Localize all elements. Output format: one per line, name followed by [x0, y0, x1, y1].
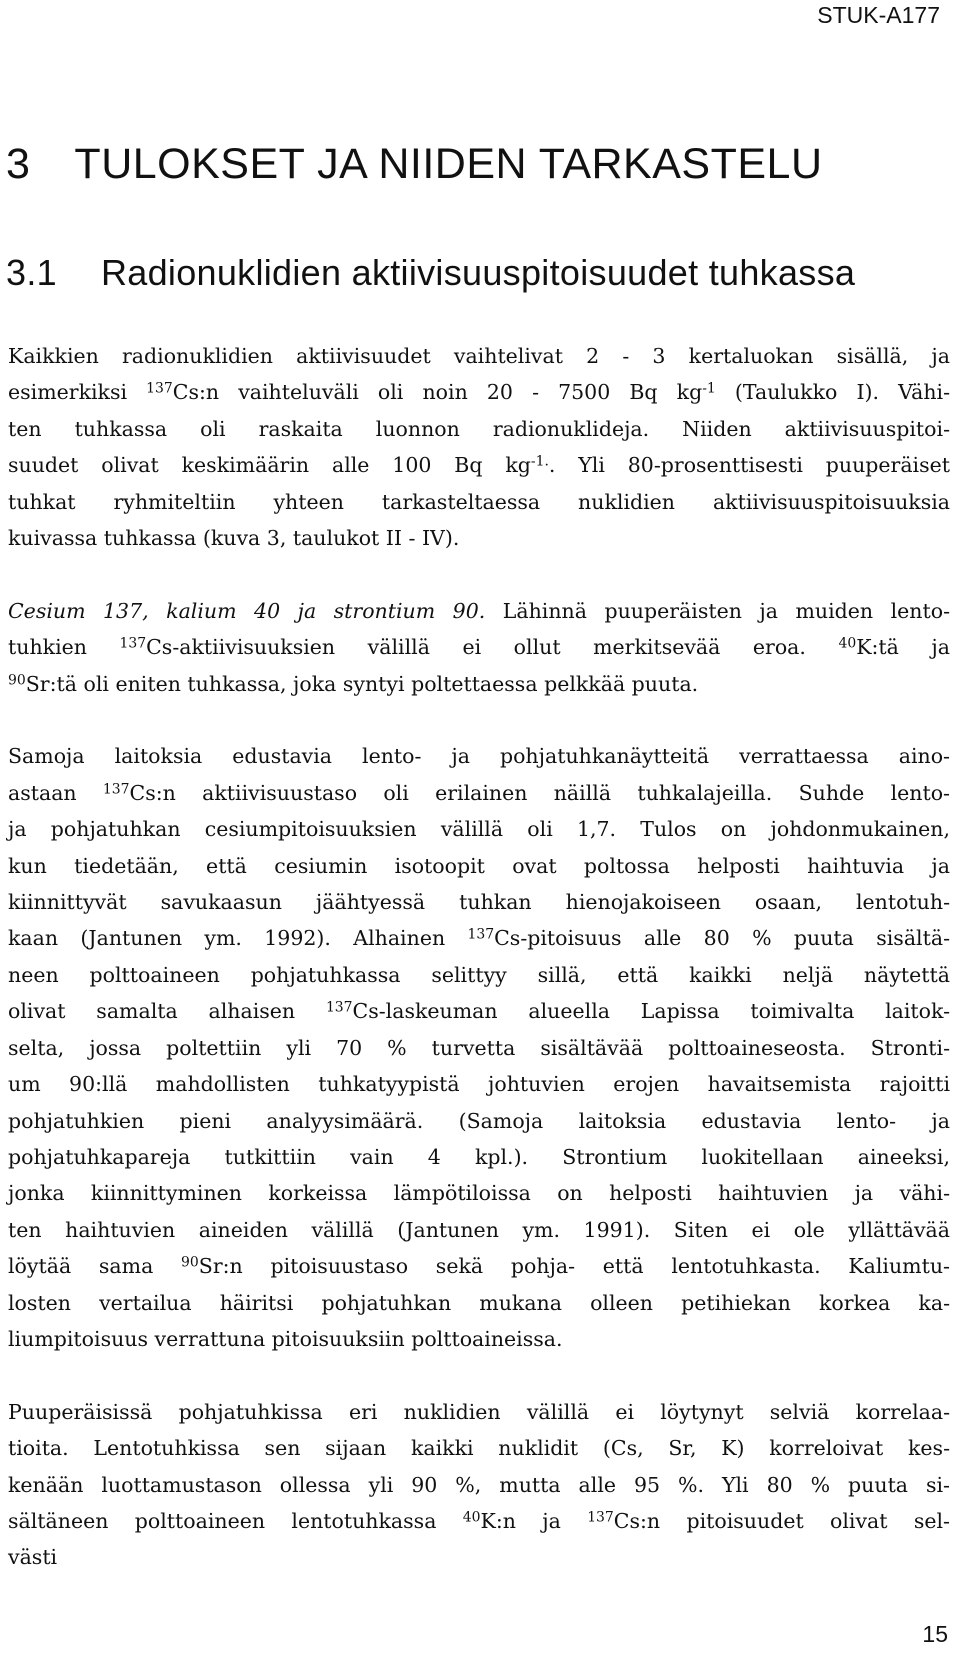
text-line: kuivassa tuhkassa (kuva 3, taulukot II - IV). — [8, 526, 460, 551]
section-title: Radionuklidien aktiivisuuspitoisuudet tuhkassa — [100, 252, 856, 293]
text-line: pohjatuhkien pieni analyysimäärä. (Samoja laitoksia edustavia lento- ja — [8, 1108, 950, 1133]
text-span: Sr:tä oli eniten tuhkassa, joka syntyi poltettaessa pelkkää puuta. — [25, 671, 699, 696]
paragraph-2 — [8, 593, 950, 702]
superscript: 137 — [467, 927, 495, 944]
italic-run-in-heading: Cesium 137, kalium 40 ja strontium 90. — [8, 598, 486, 623]
text-span: Cs:n aktiivisuustaso oli erilainen näillä tuhkalajeilla. Suhde lento- — [129, 780, 950, 805]
text-line: um 90:llä mahdollisten tuhkatyypistä johtuvien erojen havaitsemista rajoitti — [8, 1072, 950, 1097]
text-line: neen polttoaineen pohjatuhkassa selittyy sillä, että kaikki neljä näytettä — [8, 962, 950, 987]
text-span: Cs:n vaihteluväli oli noin 20 - 7500 Bq kg — [172, 380, 703, 405]
paragraph-3 — [8, 738, 950, 1357]
text-span: löytää sama — [8, 1254, 182, 1279]
superscript: 137 — [587, 1509, 614, 1526]
text-span: tuhkien — [8, 635, 120, 660]
text-span: Lähinnä puuperäisten ja muiden lento- — [485, 598, 951, 623]
text-line: pohjatuhkapareja tutkittiin vain 4 kpl.). Strontium luokitellaan aineeksi, — [8, 1144, 950, 1169]
superscript: 90 — [8, 672, 26, 689]
chapter-title: TULOKSET JA NIIDEN TARKASTELU — [74, 140, 823, 188]
text-line — [8, 1503, 950, 1539]
superscript: 40 — [462, 1509, 481, 1526]
text-line — [8, 593, 950, 629]
text-span: (Taulukko I). Vähi- — [715, 380, 951, 405]
paragraph-1 — [8, 338, 950, 556]
text-line — [8, 374, 950, 410]
chapter-heading — [6, 140, 823, 189]
text-line: kiinnittyvät savukaasun jäähtyessä tuhkan hienojakoiseen osaan, lentotuh- — [8, 890, 950, 915]
text-span: olivat samalta alhaisen — [8, 999, 326, 1024]
text-line: Puuperäisissä pohjatuhkissa eri nuklidien välillä ei löytynyt selviä korrelaa- — [8, 1399, 950, 1424]
text-span: Sr:n pitoisuustaso sekä pohja- että lentotuhkasta. Kaliumtu- — [198, 1254, 950, 1279]
text-line: ten haihtuvien aineiden välillä (Jantunen ym. 1991). Siten ei ole yllättävää — [8, 1217, 950, 1242]
text-line: ten tuhkassa oli raskaita luonnon radionuklideja. Niiden aktiivisuuspitoi- — [8, 416, 950, 441]
section-heading — [6, 252, 855, 294]
text-line: ja pohjatuhkan cesiumpitoisuuksien välillä oli 1,7. Tulos on johdonmukainen, — [8, 817, 950, 842]
text-line: selta, jossa poltettiin yli 70 % turvetta sisältävää polttoaineseosta. Stronti- — [8, 1035, 950, 1060]
superscript: -1. — [530, 453, 549, 470]
text-line: västi — [8, 1545, 58, 1570]
text-line: tioita. Lentotuhkissa sen sijaan kaikki nuklidit (Cs, Sr, K) korreloivat kes- — [8, 1436, 950, 1461]
paragraph-4 — [8, 1394, 950, 1576]
text-line: liumpitoisuus verrattuna pitoisuuksiin polttoaineissa. — [8, 1326, 563, 1351]
superscript: 137 — [146, 381, 173, 398]
text-span: Cs-pitoisuus alle 80 % puuta sisältä- — [494, 926, 950, 951]
text-span: K:tä ja — [856, 635, 950, 660]
text-line: jonka kiinnittyminen korkeissa lämpötiloissa on helposti haihtuvien ja vähi- — [8, 1181, 950, 1206]
text-span: suudet olivat keskimäärin alle 100 Bq kg — [8, 453, 531, 478]
superscript: -1 — [702, 381, 716, 398]
text-span: Cs-laskeuman alueella Lapissa toimivalta laitok- — [352, 999, 950, 1024]
text-span: . Yli 80-prosenttisesti puuperäiset — [548, 453, 950, 478]
body-text — [8, 338, 950, 1612]
text-line — [8, 666, 950, 702]
section-number: 3.1 — [6, 252, 57, 293]
page-number: 15 — [922, 1621, 948, 1647]
text-line — [8, 775, 950, 811]
text-span: Cs-aktiivisuuksien välillä ei ollut merkitsevää eroa. — [146, 635, 839, 660]
text-line — [8, 1248, 950, 1284]
text-span: K:n ja — [480, 1508, 588, 1533]
text-line — [8, 920, 950, 956]
superscript: 137 — [325, 1000, 353, 1017]
text-line — [8, 993, 950, 1029]
text-span: Cs:n pitoisuudet olivat sel- — [613, 1508, 950, 1533]
text-span: esimerkiksi — [8, 380, 147, 405]
superscript: 137 — [102, 781, 130, 798]
text-line: kenään luottamustason ollessa yli 90 %, mutta alle 95 %. Yli 80 % puuta si- — [8, 1472, 950, 1497]
text-line: kun tiedetään, että cesiumin isotoopit ovat poltossa helposti haihtuvia ja — [8, 853, 950, 878]
text-line: tuhkat ryhmiteltiin yhteen tarkasteltaessa nuklidien aktiivisuuspitoisuuksia — [8, 489, 950, 514]
text-span: astaan — [8, 780, 103, 805]
text-line — [8, 629, 950, 665]
text-line: losten vertailua häiritsi pohjatuhkan mukana olleen petihiekan korkea ka- — [8, 1290, 950, 1315]
text-line — [8, 447, 950, 483]
superscript: 137 — [119, 635, 147, 652]
text-line: Samoja laitoksia edustavia lento- ja pohjatuhkanäytteitä verrattaessa aino- — [8, 744, 950, 769]
text-line: Kaikkien radionuklidien aktiivisuudet vaihtelivat 2 - 3 kertaluokan sisällä, ja — [8, 344, 950, 368]
running-header: STUK-A177 — [817, 2, 940, 28]
superscript: 90 — [181, 1254, 199, 1271]
chapter-number: 3 — [6, 140, 31, 188]
text-span: sältäneen polttoaineen lentotuhkassa — [8, 1508, 463, 1533]
superscript: 40 — [838, 635, 857, 652]
text-span: kaan (Jantunen ym. 1992). Alhainen — [8, 926, 468, 951]
